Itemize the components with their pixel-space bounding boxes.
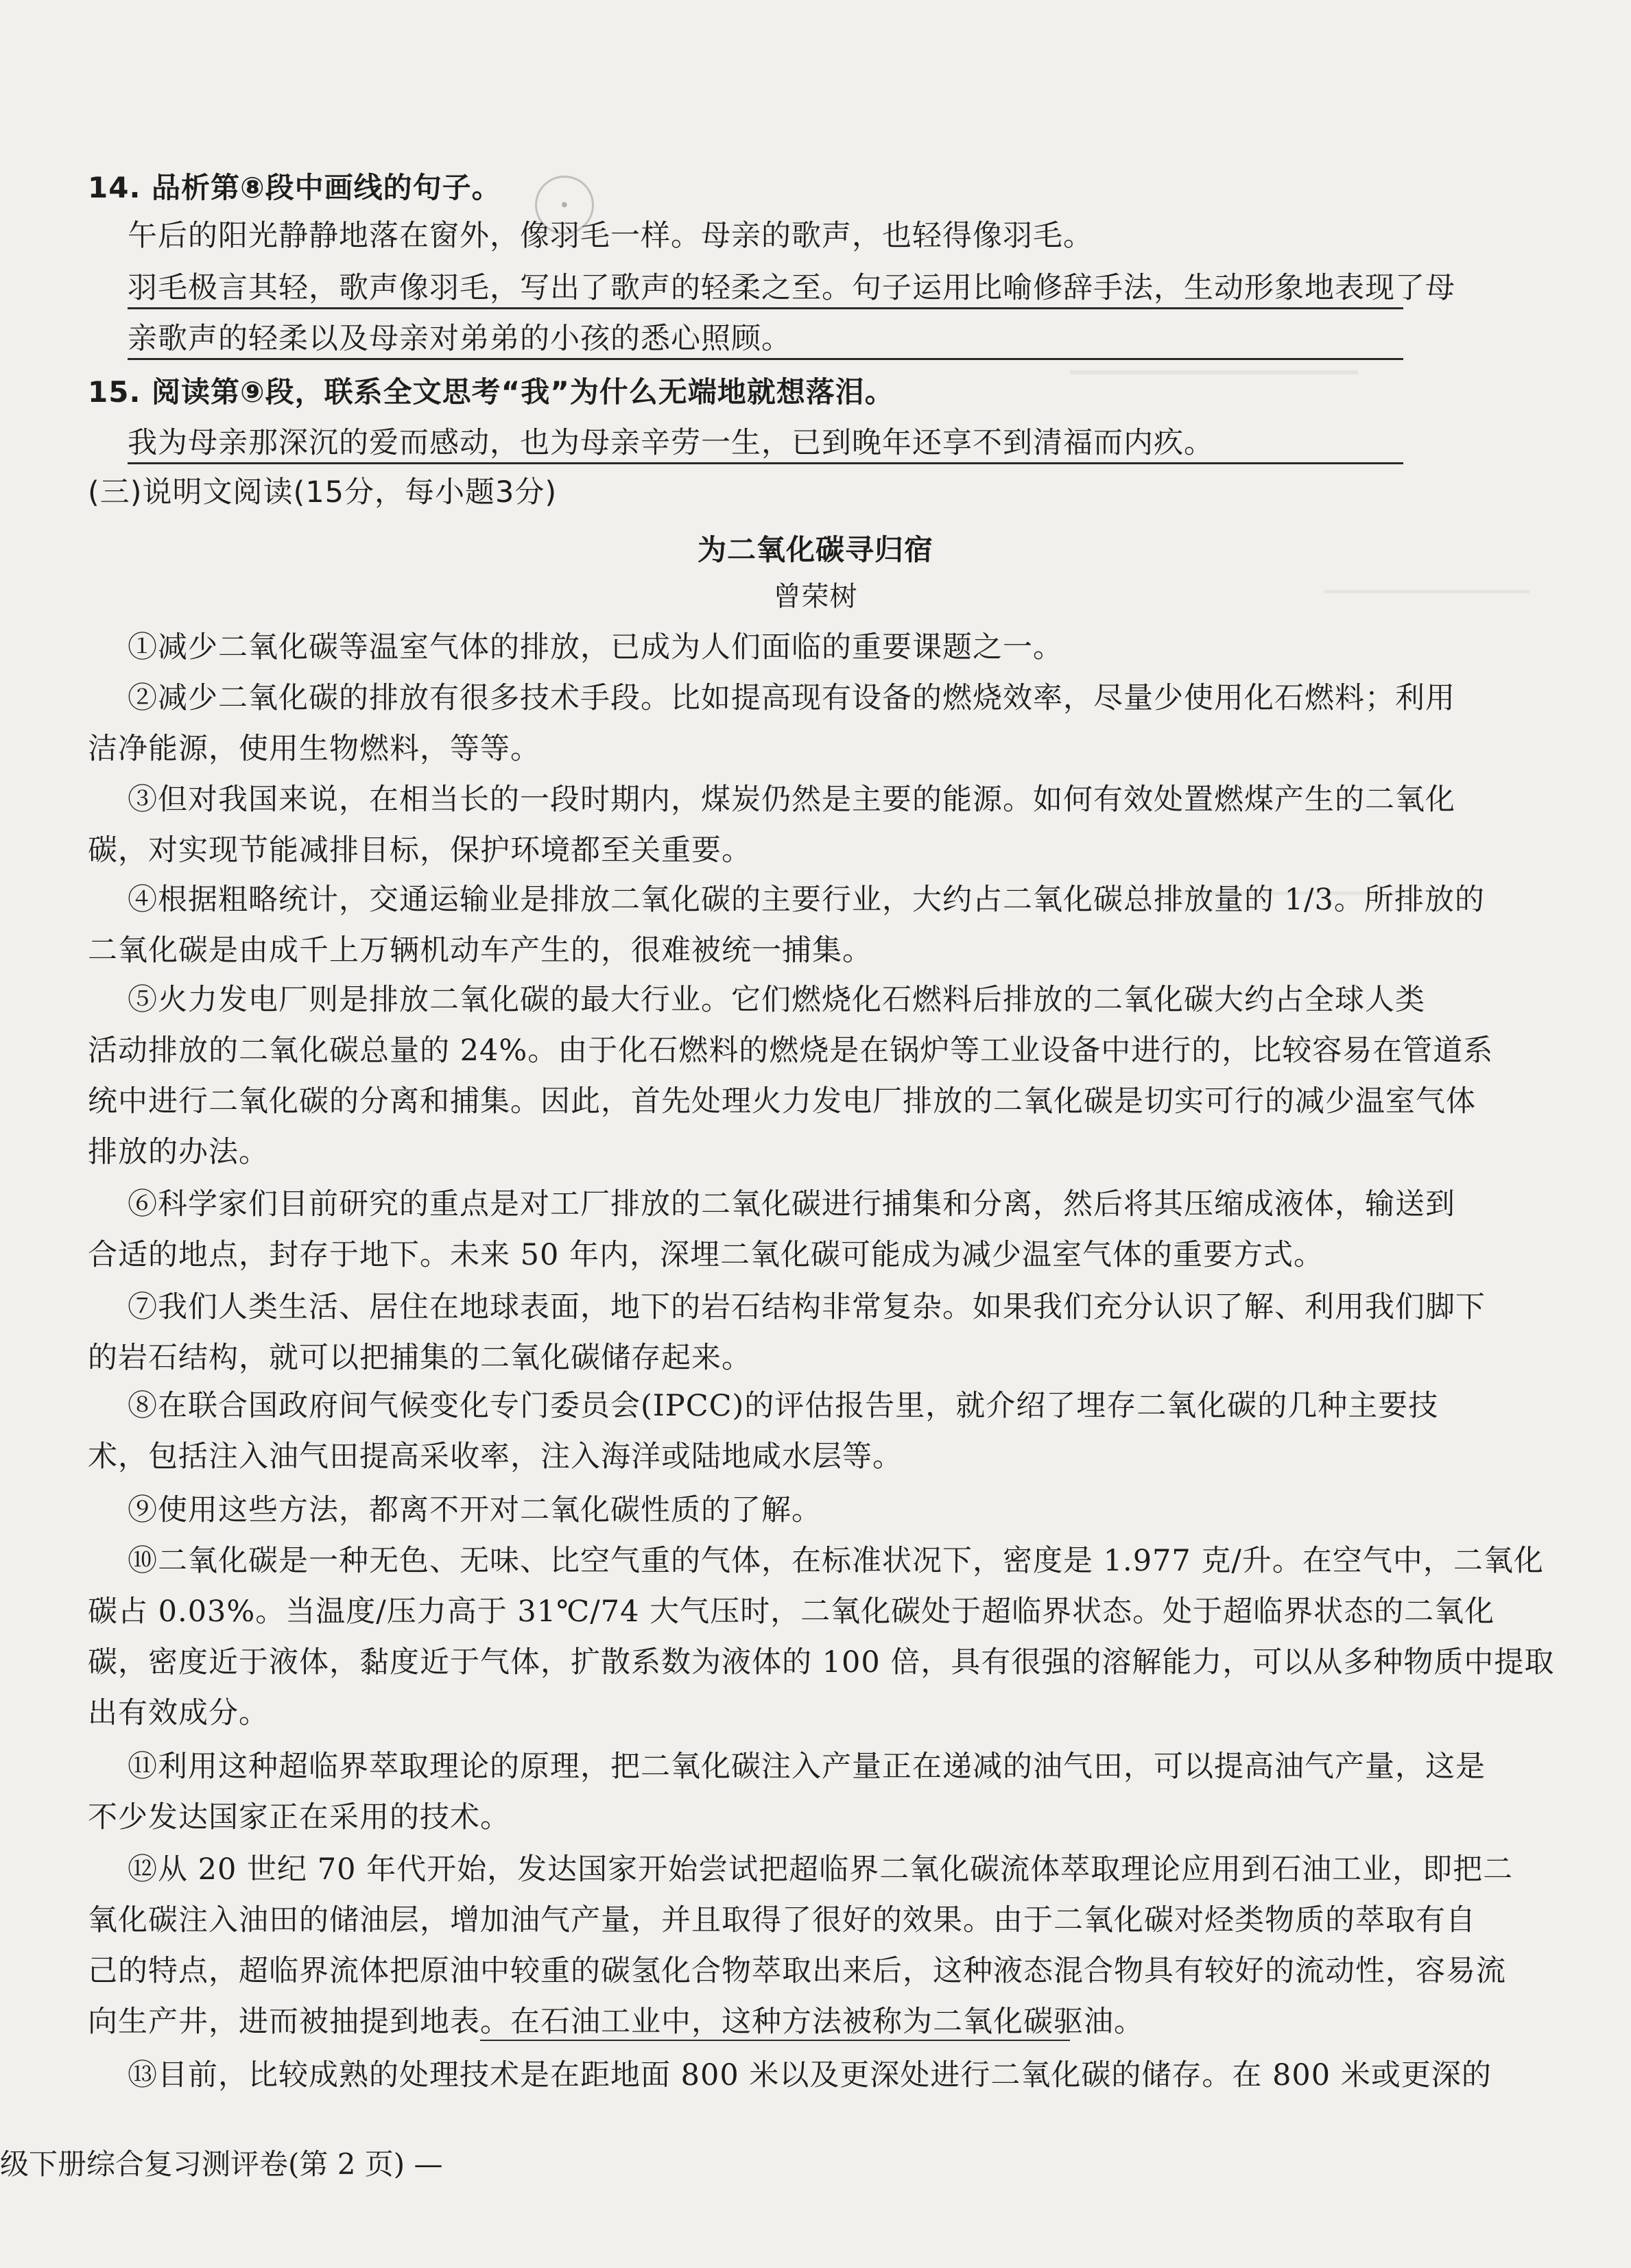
paragraph-6-line-1: ⑥科学家们目前研究的重点是对工厂排放的二氧化碳进行捕集和分离，然后将其压缩成液体，输送到 bbox=[128, 1187, 1455, 1221]
paragraph-5-line-3: 统中进行二氧化碳的分离和捕集。因此，首先处理火力发电厂排放的二氧化碳是切实可行的减少温室气体 bbox=[88, 1084, 1476, 1119]
paragraph-1-line-1: ①减少二氧化碳等温室气体的排放，已成为人们面临的重要课题之一。 bbox=[128, 630, 1063, 665]
question-14-answer-line-1: 羽毛极言其轻，歌声像羽毛，写出了歌声的轻柔之至。句子运用比喻修辞手法，生动形象地表现了母 bbox=[128, 271, 1455, 305]
stamp-seal-icon: ● bbox=[527, 168, 602, 242]
question-15-answer-line-1: 我为母亲那深沉的爱而感动，也为母亲辛劳一生，已到晚年还享不到清福而内疚。 bbox=[128, 426, 1214, 460]
paragraph-2-line-2: 洁净能源，使用生物燃料，等等。 bbox=[88, 732, 540, 766]
paragraph-5-line-2: 活动排放的二氧化碳总量的 24%。由于化石燃料的燃烧是在锅炉等工业设备中进行的，比较容易在管道系 bbox=[88, 1034, 1494, 1068]
article-title: 为二氧化碳寻归宿 bbox=[697, 533, 933, 566]
paragraph-10-line-3: 碳，密度近于液体，黏度近于气体，扩散系数为液体的 100 倍，具有很强的溶解能力，可以从多种物质中提取 bbox=[88, 1645, 1555, 1680]
underline-mark bbox=[480, 2040, 1070, 2041]
paragraph-4-line-1: ④根据粗略统计，交通运输业是排放二氧化碳的主要行业，大约占二氧化碳总排放量的 1/3。所排放的 bbox=[128, 883, 1485, 917]
paragraph-8-line-2: 术，包括注入油气田提高采收率，注入海洋或陆地咸水层等。 bbox=[88, 1440, 903, 1474]
answer-underline bbox=[128, 462, 1403, 464]
paragraph-12-line-3: 己的特点，超临界流体把原油中较重的碳氢化合物萃取出来后，这种液态混合物具有较好的流动性，容易流 bbox=[88, 1954, 1506, 1988]
page-footer: 级下册综合复习测评卷(第 2 页) — bbox=[0, 2147, 443, 2181]
paragraph-12-line-1: ⑫从 20 世纪 70 年代开始，发达国家开始尝试把超临界二氧化碳流体萃取理论应用到石油工业，即把二 bbox=[128, 1852, 1514, 1887]
paragraph-5-line-4: 排放的办法。 bbox=[88, 1135, 269, 1169]
paragraph-7-line-1: ⑦我们人类生活、居住在地球表面，地下的岩石结构非常复杂。如果我们充分认识了解、利用我们脚下 bbox=[128, 1290, 1486, 1324]
paragraph-10-line-2: 碳占 0.03%。当温度/压力高于 31℃/74 大气压时，二氧化碳处于超临界状态。处于超临界状态的二氧化 bbox=[88, 1595, 1495, 1629]
paragraph-12-line-2: 氧化碳注入油田的储油层，增加油气产量，并且取得了很好的效果。由于二氧化碳对烃类物质的萃取有自 bbox=[88, 1903, 1476, 1937]
paragraph-11-line-2: 不少发达国家正在采用的技术。 bbox=[88, 1800, 510, 1835]
paragraph-7-line-2: 的岩石结构，就可以把捕集的二氧化碳储存起来。 bbox=[88, 1341, 752, 1375]
paragraph-2-line-1: ②减少二氧化碳的排放有很多技术手段。比如提高现有设备的燃烧效率，尽量少使用化石燃料；利用 bbox=[128, 681, 1455, 715]
answer-underline bbox=[128, 358, 1403, 360]
paragraph-12-line-4: 向生产井，进而被抽提到地表。在石油工业中，这种方法被称为二氧化碳驱油。 bbox=[88, 2005, 1144, 2039]
paragraph-5-line-1: ⑤火力发电厂则是排放二氧化碳的最大行业。它们燃烧化石燃料后排放的二氧化碳大约占全球人类 bbox=[128, 983, 1425, 1017]
paragraph-3-line-2: 碳，对实现节能减排目标，保护环境都至关重要。 bbox=[88, 833, 752, 868]
question-14-quote: 午后的阳光静静地落在窗外，像羽毛一样。母亲的歌声，也轻得像羽毛。 bbox=[128, 219, 1093, 253]
paragraph-8-line-1: ⑧在联合国政府间气候变化专门委员会(IPCC)的评估报告里，就介绍了埋存二氧化碳的几种主要技 bbox=[128, 1389, 1439, 1423]
question-15-title: 15. 阅读第⑨段，联系全文思考“我”为什么无端地就想落泪。 bbox=[88, 375, 894, 409]
section-heading: (三)说明文阅读(15分，每小题3分) bbox=[88, 475, 558, 510]
paragraph-4-line-2: 二氧化碳是由成千上万辆机动车产生的，很难被统一捕集。 bbox=[88, 933, 872, 968]
article-author: 曾荣树 bbox=[773, 581, 858, 612]
paragraph-9-line-1: ⑨使用这些方法，都离不开对二氧化碳性质的了解。 bbox=[128, 1493, 822, 1527]
paragraph-6-line-2: 合适的地点，封存于地下。未来 50 年内，深埋二氧化碳可能成为减少温室气体的重要方式。 bbox=[88, 1238, 1324, 1272]
paragraph-10-line-4: 出有效成分。 bbox=[88, 1696, 269, 1730]
paragraph-11-line-1: ⑪利用这种超临界萃取理论的原理，把二氧化碳注入产量正在递减的油气田，可以提高油气产量，这是 bbox=[128, 1750, 1486, 1784]
paragraph-3-line-1: ③但对我国来说，在相当长的一段时期内，煤炭仍然是主要的能源。如何有效处置燃煤产生的二氧化 bbox=[128, 783, 1455, 817]
question-14-answer-line-2: 亲歌声的轻柔以及母亲对弟弟的小孩的悉心照顾。 bbox=[128, 322, 791, 356]
paragraph-10-line-1: ⑩二氧化碳是一种无色、无味、比空气重的气体，在标准状况下，密度是 1.977 克/升。在空气中，二氧化 bbox=[128, 1544, 1544, 1578]
question-14-title: 14. 品析第⑧段中画线的句子。 bbox=[88, 171, 501, 204]
answer-underline bbox=[128, 307, 1403, 309]
paragraph-13-line-1: ⑬目前，比较成熟的处理技术是在距地面 800 米以及更深处进行二氧化碳的储存。在 800 米或更深的 bbox=[128, 2058, 1492, 2092]
